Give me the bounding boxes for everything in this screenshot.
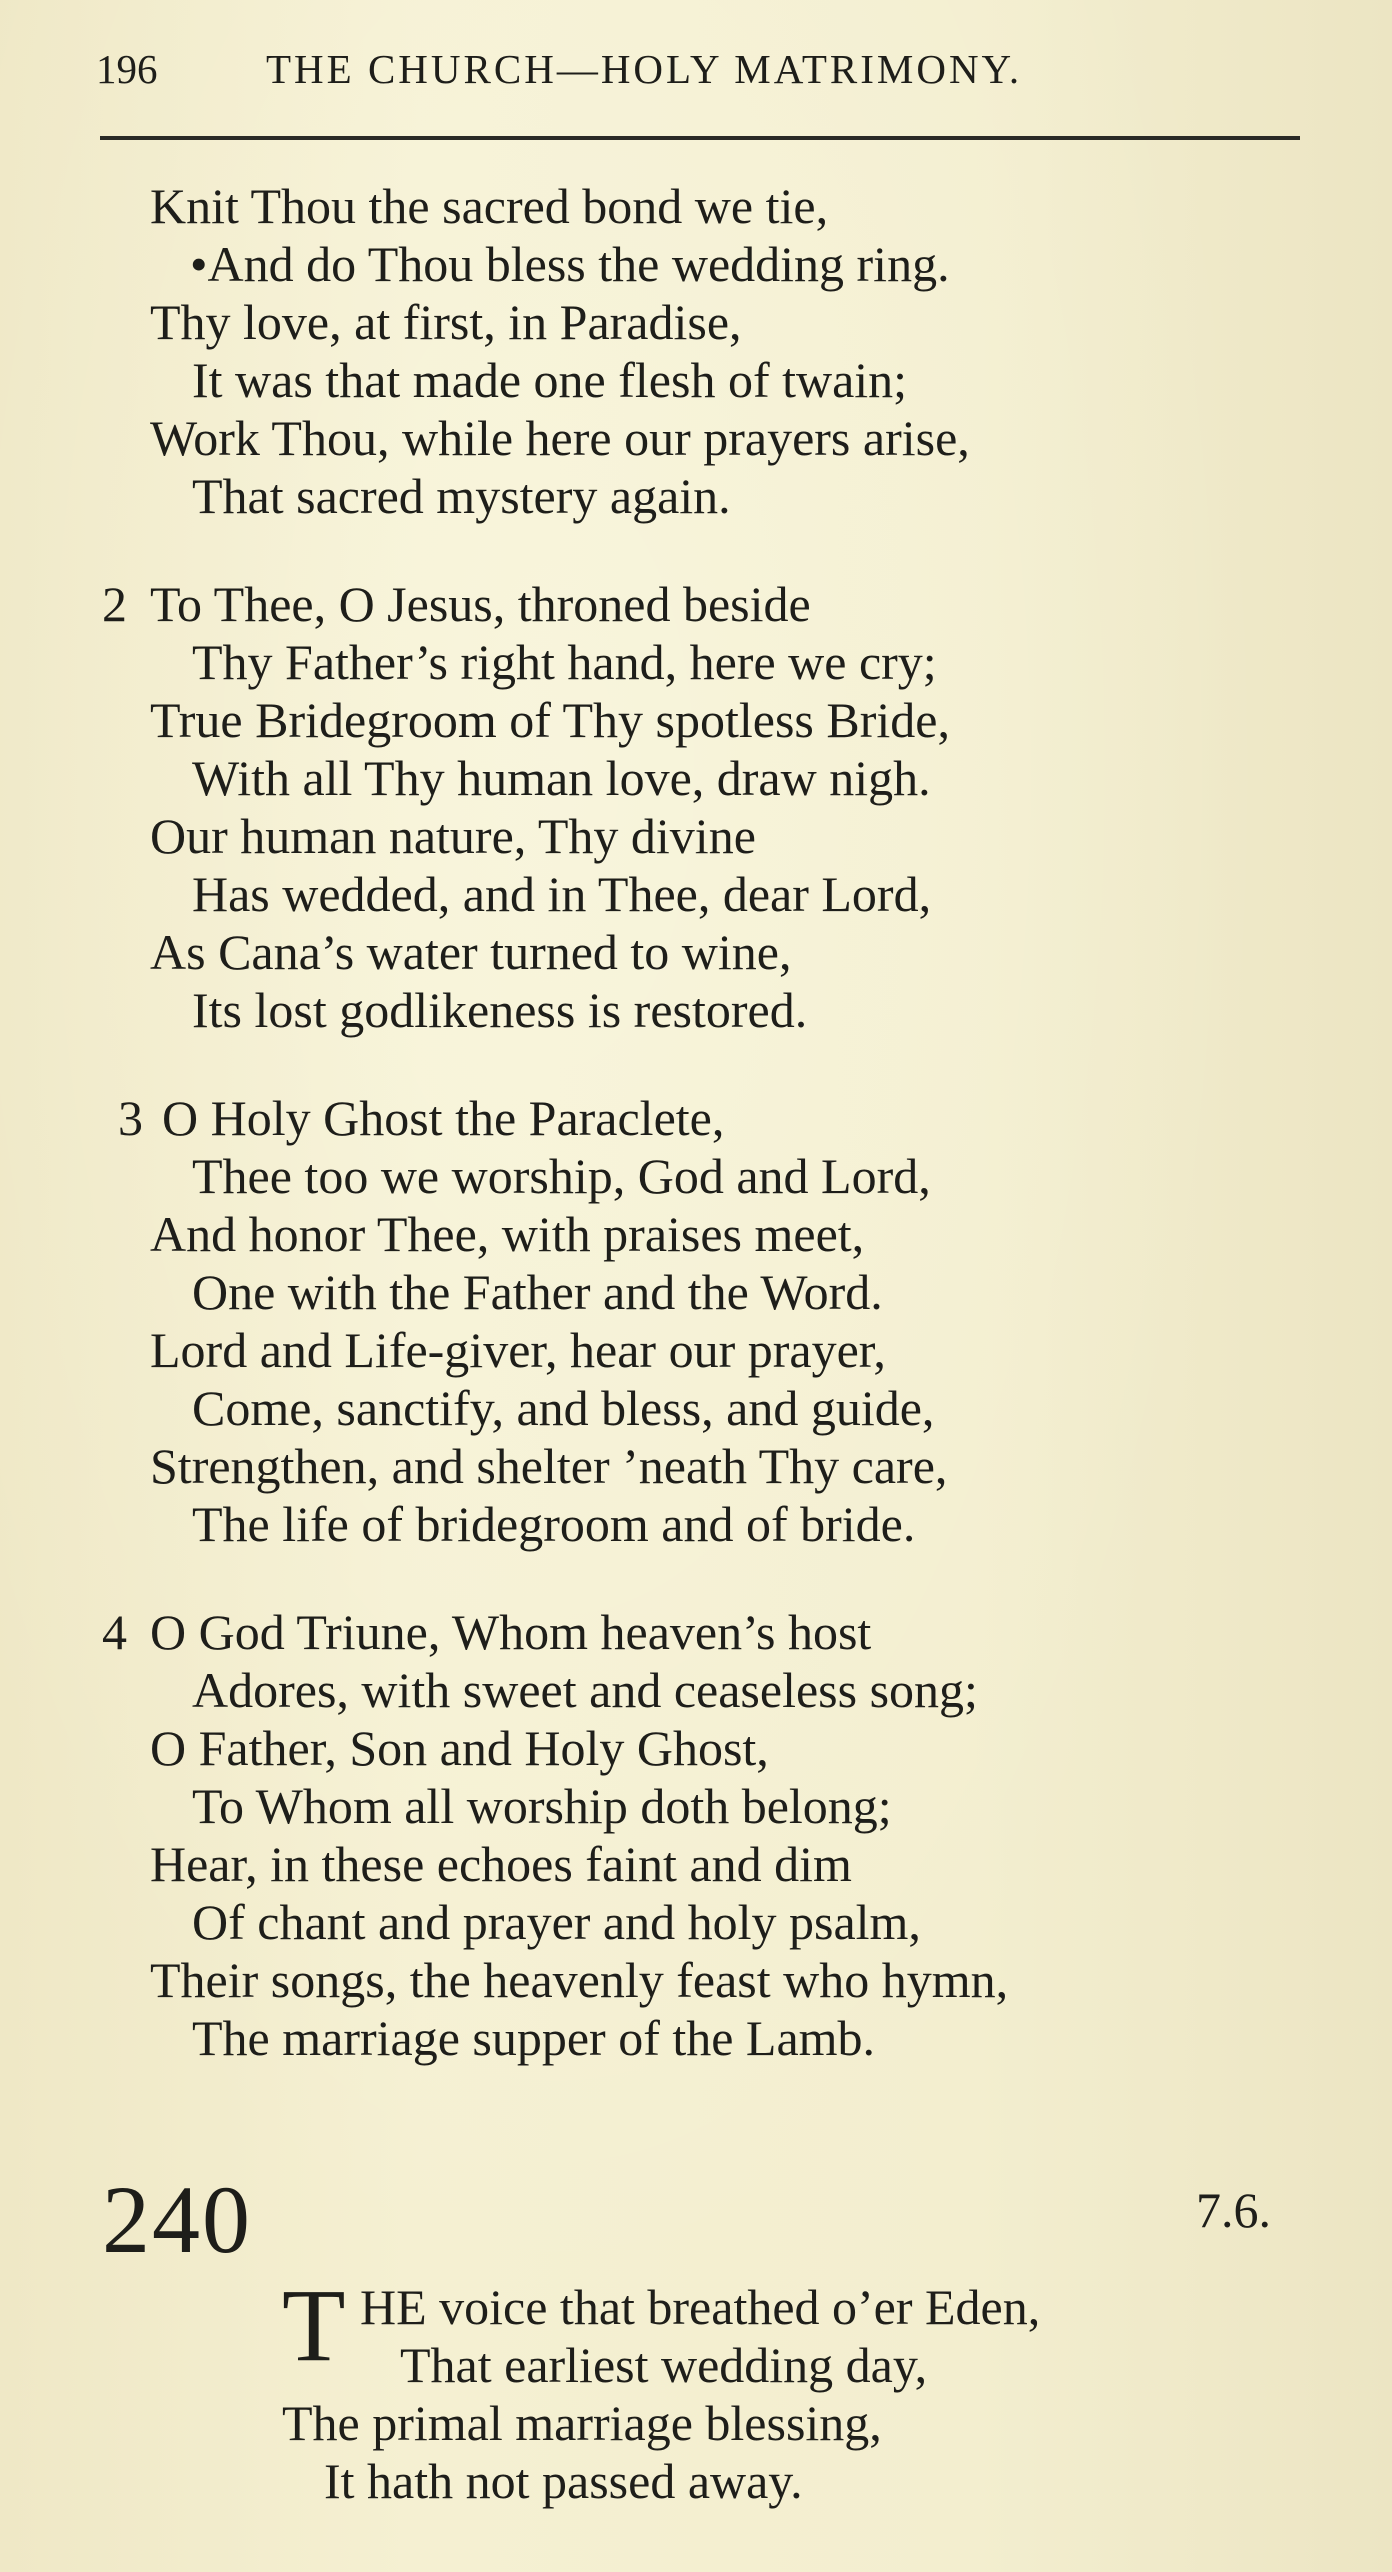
stanza-1-line-6: That sacred mystery again. [192, 468, 731, 524]
header-rule [100, 136, 1300, 140]
stanza-4-line-4: To Whom all worship doth belong; [192, 1778, 892, 1834]
stanza-3-line-8: The life of bridegroom and of bride. [192, 1496, 916, 1552]
stanza-4-line-3: O Father, Son and Holy Ghost, [150, 1720, 769, 1776]
stanza-1-line-1: Knit Thou the sacred bond we tie, [150, 178, 829, 234]
stanza-2-line-7: As Cana’s water turned to wine, [150, 924, 792, 980]
stanza-3-line-4: One with the Father and the Word. [192, 1264, 883, 1320]
stanza-2-line-8: Its lost godlikeness is restored. [192, 982, 808, 1038]
stanza-3-line-2: Thee too we worship, God and Lord, [192, 1148, 931, 1204]
stanza-1-line-5: Work Thou, while here our prayers arise, [150, 410, 970, 466]
stanza-1-line-3: Thy love, at first, in Paradise, [150, 294, 742, 350]
drop-cap: T [282, 2268, 346, 2383]
stanza-1-line-2: •And do Thou bless the wedding ring. [190, 236, 950, 292]
hymn-240-line-2: That earliest wedding day, [400, 2337, 928, 2393]
stanza-2-line-6: Has wedded, and in Thee, dear Lord, [192, 866, 932, 922]
stanza-3-line-6: Come, sanctify, and bless, and guide, [192, 1380, 935, 1436]
stanza-4-number: 4 [102, 1604, 127, 1660]
stanza-4-line-2: Adores, with sweet and ceaseless song; [192, 1662, 978, 1718]
hymn-240-line-1: HE voice that breathed o’er Eden, [360, 2279, 1041, 2335]
stanza-4-line-1: O God Triune, Whom heaven’s host [150, 1604, 872, 1660]
stanza-2-line-3: True Bridegroom of Thy spotless Bride, [150, 692, 950, 748]
stanza-4-line-8: The marriage supper of the Lamb. [192, 2010, 876, 2066]
hymn-number: 240 [102, 2166, 252, 2273]
page-header [96, 44, 1296, 94]
stanza-2-line-1: To Thee, O Jesus, throned beside [150, 576, 811, 632]
hymn-240-line-3: The primal marriage blessing, [282, 2395, 882, 2451]
stanza-4-line-5: Hear, in these echoes faint and dim [150, 1836, 852, 1892]
stanza-3-line-1: O Holy Ghost the Paraclete, [162, 1090, 725, 1146]
running-title: THE CHURCH—HOLY MATRIMONY. [266, 46, 1023, 92]
stanza-3-number: 3 [118, 1090, 143, 1146]
stanza-4-line-6: Of chant and prayer and holy psalm, [192, 1894, 921, 1950]
stanza-3-line-3: And honor Thee, with praises meet, [150, 1206, 865, 1262]
stanza-2-line-4: With all Thy human love, draw nigh. [192, 750, 931, 806]
page-number: 196 [96, 46, 158, 92]
stanza-3-line-7: Strengthen, and shelter ’neath Thy care, [150, 1438, 948, 1494]
stanza-2-line-5: Our human nature, Thy divine [150, 808, 756, 864]
stanza-2-line-2: Thy Father’s right hand, here we cry; [192, 634, 937, 690]
stanza-2-number: 2 [102, 576, 127, 632]
hymn-240-line-4: It hath not passed away. [324, 2453, 803, 2509]
hymn-meter: 7.6. [1196, 2182, 1271, 2238]
stanza-1-line-4: It was that made one flesh of twain; [192, 352, 908, 408]
stanza-4-line-7: Their songs, the heavenly feast who hymn, [150, 1952, 1009, 2008]
stanza-3-line-5: Lord and Life-giver, hear our prayer, [150, 1322, 886, 1378]
